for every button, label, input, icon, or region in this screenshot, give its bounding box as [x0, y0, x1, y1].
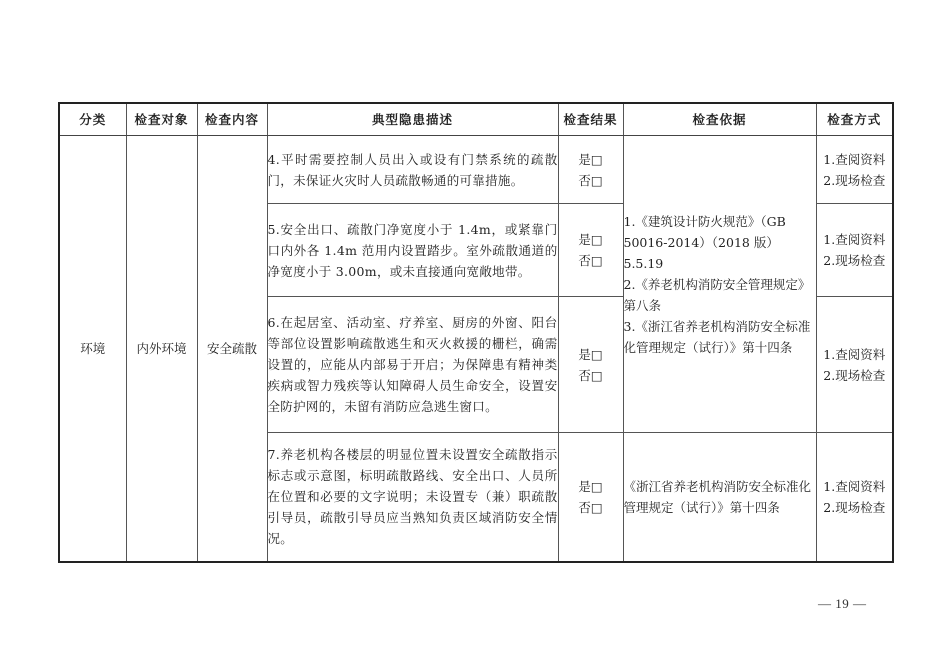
- basis-item-1: 1.《建筑设计防火规范》（GB 50016-2014）（2018 版）5.5.19: [623, 213, 786, 271]
- method-item-1: 1.查阅资料: [823, 232, 886, 247]
- basis-item-3: 3.《浙江省养老机构消防安全标准化管理规定（试行）》第十四条: [623, 318, 811, 355]
- result-yes-checkbox[interactable]: 是□: [578, 478, 603, 494]
- basis-cell: 《浙江省养老机构消防安全标准化管理规定（试行）》第十四条: [623, 433, 816, 562]
- result-cell: [558, 136, 623, 204]
- method-item-1: 1.查阅资料: [823, 151, 886, 167]
- object-cell: 内外环境: [126, 136, 197, 562]
- method-cell: [816, 433, 893, 562]
- method-cell: [816, 136, 893, 204]
- header-result: 检查结果: [558, 103, 623, 136]
- method-cell: [816, 204, 893, 297]
- header-basis: 检查依据: [623, 103, 816, 136]
- description-cell: 5.安全出口、疏散门净宽度小于 1.4m，或紧靠门口内外各 1.4m 范用内设置踏步。室外疏散通道的净宽度小于 3.00m，或未直接通向宽敞地带。: [267, 204, 558, 297]
- result-cell: [558, 433, 623, 562]
- description-cell: 6.在起居室、活动室、疗养室、厨房的外窗、阳台等部位设置影响疏散逃生和灭火救援的栅栏，确需设置的，应能从内部易于开启；为保障患有精神类疾病或智力残疾等认知障碍人员生命安全，设置安全防护网的，未留有消防应急逃生窗口。: [267, 297, 558, 433]
- basis-cell: [623, 136, 816, 433]
- page-number: — 19 —: [818, 596, 867, 611]
- result-cell: [558, 204, 623, 297]
- table-row: [59, 136, 893, 204]
- method-item-1: 1.查阅资料: [823, 346, 886, 362]
- method-item-2: 2.现场检查: [823, 172, 886, 188]
- header-object: 检查对象: [126, 103, 197, 136]
- result-no-checkbox[interactable]: 否□: [578, 253, 603, 268]
- method-item-2: 2.现场检查: [823, 499, 886, 515]
- method-cell: [816, 297, 893, 433]
- description-cell: 4.平时需要控制人员出入或设有门禁系统的疏散门，未保证火灾时人员疏散畅通的可靠措施。: [267, 136, 558, 204]
- result-yes-checkbox[interactable]: 是□: [578, 346, 603, 362]
- result-no-checkbox[interactable]: 否□: [578, 367, 603, 383]
- result-cell: [558, 297, 623, 433]
- content-cell: 安全疏散: [197, 136, 267, 562]
- result-no-checkbox[interactable]: 否□: [578, 499, 603, 515]
- result-no-checkbox[interactable]: 否□: [578, 172, 603, 188]
- basis-item-2: 2.《养老机构消防安全管理规定》第八条: [623, 276, 811, 313]
- method-item-2: 2.现场检查: [823, 253, 886, 268]
- result-yes-checkbox[interactable]: 是□: [578, 232, 603, 247]
- method-item-2: 2.现场检查: [823, 367, 886, 383]
- category-cell: 环境: [59, 136, 126, 562]
- method-item-1: 1.查阅资料: [823, 478, 886, 494]
- header-content: 检查内容: [197, 103, 267, 136]
- header-category: 分类: [59, 103, 126, 136]
- header-method: 检查方式: [816, 103, 893, 136]
- header-description: 典型隐患描述: [267, 103, 558, 136]
- table-header-row: [59, 103, 893, 136]
- result-yes-checkbox[interactable]: 是□: [578, 151, 603, 167]
- inspection-table: [58, 102, 894, 563]
- description-cell: 7.养老机构各楼层的明显位置未设置安全疏散指示标志或示意图，标明疏散路线、安全出口、人员所在位置和必要的文字说明；未设置专（兼）职疏散引导员，疏散引导员应当熟知负责区域消防安全情况。: [267, 433, 558, 562]
